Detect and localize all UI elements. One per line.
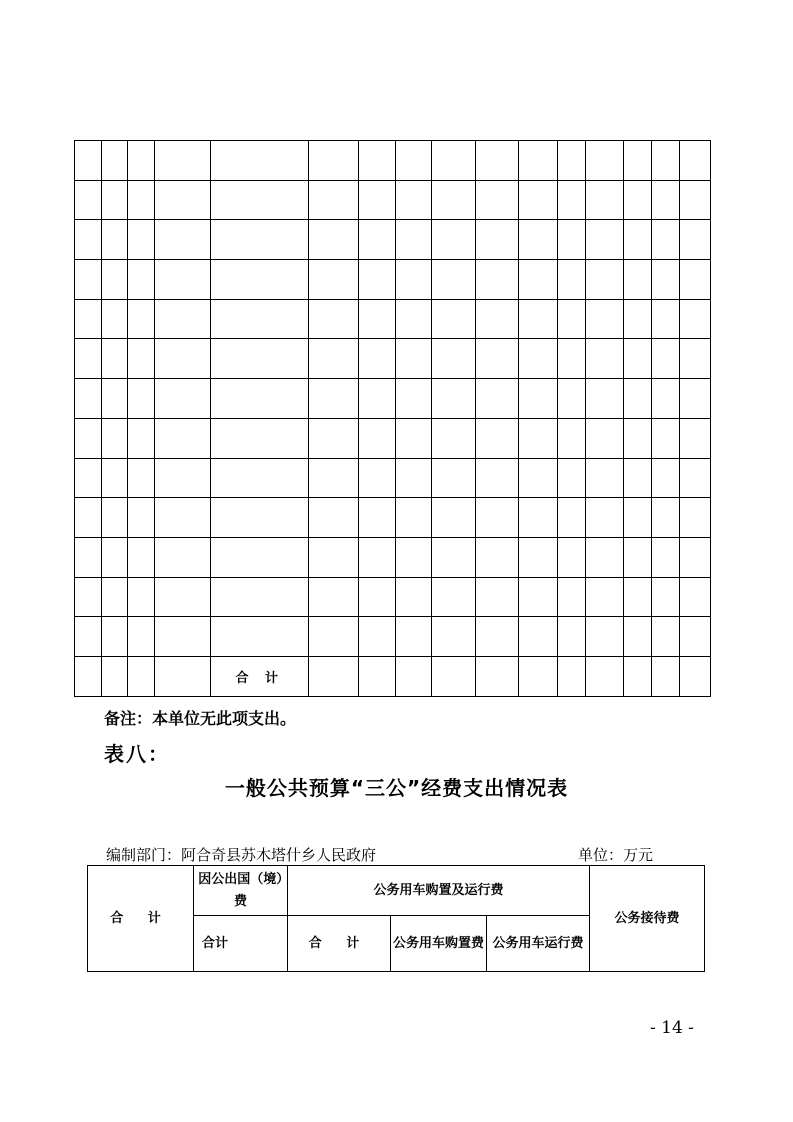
- table-cell: [155, 260, 211, 300]
- table-cell: [518, 418, 557, 458]
- table-cell: [359, 418, 396, 458]
- table-cell: [102, 379, 128, 419]
- table-cell: [623, 617, 651, 657]
- table-cell: [359, 141, 396, 181]
- table-cell: [359, 180, 396, 220]
- table-cell: [679, 617, 710, 657]
- table-row: [75, 379, 711, 419]
- table-row: [75, 458, 711, 498]
- table-cell: [651, 577, 679, 617]
- table-cell: [651, 379, 679, 419]
- table-cell: [211, 617, 309, 657]
- header-total: 合 计: [88, 866, 194, 972]
- table-cell: [432, 260, 475, 300]
- table-cell: [309, 141, 359, 181]
- table-cell: [518, 656, 557, 696]
- table-cell: [75, 458, 102, 498]
- table-cell: [679, 339, 710, 379]
- table-cell: [432, 339, 475, 379]
- table-cell: [155, 339, 211, 379]
- table-cell: [102, 656, 128, 696]
- table-cell: [557, 180, 585, 220]
- table-cell: [155, 299, 211, 339]
- table-cell: [585, 498, 623, 538]
- table-cell: [518, 220, 557, 260]
- table-cell: [102, 617, 128, 657]
- table-cell: [155, 141, 211, 181]
- table-cell: [309, 260, 359, 300]
- table-cell: [155, 656, 211, 696]
- table-row: [75, 180, 711, 220]
- table-cell: [396, 180, 432, 220]
- table-cell: [651, 299, 679, 339]
- table-cell: [155, 418, 211, 458]
- table-cell: [396, 260, 432, 300]
- table-cell: [309, 537, 359, 577]
- table-cell: [211, 339, 309, 379]
- table-cell: [679, 656, 710, 696]
- table-cell: [475, 537, 518, 577]
- table-cell: [585, 537, 623, 577]
- table-cell: [518, 617, 557, 657]
- table-cell: [102, 537, 128, 577]
- table-cell: [211, 458, 309, 498]
- table-cell: [557, 379, 585, 419]
- table-cell: [309, 299, 359, 339]
- table-cell: [432, 617, 475, 657]
- table-cell: [623, 180, 651, 220]
- table-cell: [309, 418, 359, 458]
- table-cell: [102, 180, 128, 220]
- table-cell: [211, 260, 309, 300]
- table-cell: [396, 379, 432, 419]
- table-cell: [475, 299, 518, 339]
- table-cell: [557, 656, 585, 696]
- table-cell: [309, 220, 359, 260]
- table-cell: [557, 617, 585, 657]
- table-cell: [128, 656, 155, 696]
- table-cell: [475, 498, 518, 538]
- table-title: 一般公共预算“三公”经费支出情况表: [224, 776, 569, 800]
- table-cell: [75, 299, 102, 339]
- table-cell: [651, 141, 679, 181]
- table-cell: [211, 418, 309, 458]
- table-cell: [396, 299, 432, 339]
- table-cell: [309, 498, 359, 538]
- table-cell: [359, 537, 396, 577]
- table-cell: [432, 458, 475, 498]
- table-cell: [75, 617, 102, 657]
- table-cell: [518, 498, 557, 538]
- table-cell: [679, 299, 710, 339]
- table-cell: [679, 498, 710, 538]
- table-cell: [155, 458, 211, 498]
- table-cell: [396, 141, 432, 181]
- table-cell: [679, 141, 710, 181]
- table-cell: [211, 577, 309, 617]
- table-cell: [128, 220, 155, 260]
- table-cell: [211, 299, 309, 339]
- table-cell: [518, 458, 557, 498]
- table-cell: [75, 498, 102, 538]
- table-cell: [75, 577, 102, 617]
- table-cell: [623, 220, 651, 260]
- table-cell: [102, 339, 128, 379]
- table-cell: [128, 577, 155, 617]
- table-cell: [557, 141, 585, 181]
- table-cell: [651, 617, 679, 657]
- table-cell: [396, 656, 432, 696]
- table-cell: [679, 180, 710, 220]
- table-cell: [396, 537, 432, 577]
- table-cell: [623, 379, 651, 419]
- table-cell: [557, 339, 585, 379]
- table-cell: [211, 379, 309, 419]
- table-cell: [585, 418, 623, 458]
- table-cell: [102, 299, 128, 339]
- table-cell: [557, 418, 585, 458]
- table-cell: [475, 617, 518, 657]
- table-cell: [309, 617, 359, 657]
- table-cell: [359, 260, 396, 300]
- table-cell: [432, 577, 475, 617]
- table-cell: [651, 656, 679, 696]
- table-cell: [432, 379, 475, 419]
- table-row: [75, 299, 711, 339]
- table-cell: [518, 299, 557, 339]
- table-cell: [359, 577, 396, 617]
- table-cell: [128, 180, 155, 220]
- table-cell: [557, 458, 585, 498]
- table-cell: [128, 418, 155, 458]
- table-cell: [75, 656, 102, 696]
- table-cell: [518, 141, 557, 181]
- table-cell: [518, 260, 557, 300]
- table-cell: [102, 260, 128, 300]
- table-row: [75, 220, 711, 260]
- header-vehicle-subtotal: 合 计: [288, 916, 391, 972]
- table-cell: [475, 577, 518, 617]
- table-cell: [651, 498, 679, 538]
- table-cell: [309, 339, 359, 379]
- table-cell: [679, 577, 710, 617]
- total-row-label: 合 计: [211, 656, 309, 696]
- table-cell: [396, 577, 432, 617]
- table-row: [75, 339, 711, 379]
- table-cell: [623, 141, 651, 181]
- table-cell: [679, 220, 710, 260]
- table-cell: [432, 498, 475, 538]
- table-cell: [75, 418, 102, 458]
- table-cell: [651, 180, 679, 220]
- table-row: [75, 141, 711, 181]
- table-cell: [102, 577, 128, 617]
- table-cell: [623, 577, 651, 617]
- compiling-department: 编制部门：阿合奇县苏木塔什乡人民政府: [106, 846, 377, 864]
- table-cell: [679, 379, 710, 419]
- table-cell: [102, 220, 128, 260]
- table-cell: [518, 379, 557, 419]
- table-cell: [651, 418, 679, 458]
- table-cell: [359, 379, 396, 419]
- table-cell: [475, 379, 518, 419]
- three-public-expenses-table: [87, 865, 705, 972]
- table-cell: [651, 220, 679, 260]
- table-row: [75, 577, 711, 617]
- table-row: [75, 418, 711, 458]
- table-cell: [155, 537, 211, 577]
- table-cell: [155, 617, 211, 657]
- table-cell: [585, 339, 623, 379]
- table-cell: [75, 220, 102, 260]
- remark-text: 备注：本单位无此项支出。: [104, 709, 297, 728]
- table-cell: [102, 498, 128, 538]
- header-vehicle-operation: 公务用车运行费: [487, 916, 590, 972]
- table-cell: [679, 458, 710, 498]
- table-cell: [518, 537, 557, 577]
- table-cell: [585, 180, 623, 220]
- table-cell: [211, 180, 309, 220]
- table-cell: [75, 180, 102, 220]
- table-cell: [518, 180, 557, 220]
- table-cell: [475, 141, 518, 181]
- unit-label: 单位：万元: [578, 846, 654, 864]
- table-cell: [651, 260, 679, 300]
- table-cell: [432, 141, 475, 181]
- table-cell: [651, 458, 679, 498]
- table-cell: [75, 260, 102, 300]
- page-number: - 14 -: [650, 1018, 694, 1038]
- table-cell: [309, 458, 359, 498]
- table-cell: [309, 379, 359, 419]
- table-cell: [128, 339, 155, 379]
- table-cell: [75, 141, 102, 181]
- table-cell: [75, 537, 102, 577]
- table-cell: [155, 577, 211, 617]
- table-cell: [75, 379, 102, 419]
- table-cell: [475, 260, 518, 300]
- table-cell: [475, 458, 518, 498]
- table-cell: [128, 141, 155, 181]
- header-overseas-expense: 因公出国（境）费: [194, 866, 288, 916]
- table-cell: [211, 498, 309, 538]
- table-cell: [396, 458, 432, 498]
- table-cell: [475, 656, 518, 696]
- table-cell: [651, 339, 679, 379]
- table-cell: [309, 180, 359, 220]
- table-cell: [432, 180, 475, 220]
- table-cell: [679, 537, 710, 577]
- table-cell: [623, 299, 651, 339]
- table-cell: [155, 379, 211, 419]
- table-cell: [102, 458, 128, 498]
- table-cell: [518, 339, 557, 379]
- table-cell: [396, 498, 432, 538]
- table-cell: [557, 498, 585, 538]
- table-cell: [432, 537, 475, 577]
- table-cell: [585, 141, 623, 181]
- table-cell: [679, 260, 710, 300]
- table-cell: [359, 299, 396, 339]
- table-cell: [75, 339, 102, 379]
- table-cell: [623, 656, 651, 696]
- table-cell: [128, 498, 155, 538]
- header-overseas-subtotal: 合计: [194, 916, 288, 972]
- table-cell: [396, 220, 432, 260]
- table-cell: [585, 458, 623, 498]
- table-cell: [475, 180, 518, 220]
- table-cell: [359, 339, 396, 379]
- table-cell: [623, 339, 651, 379]
- table-cell: [623, 537, 651, 577]
- table-cell: [585, 656, 623, 696]
- table-cell: [309, 656, 359, 696]
- header-vehicle-purchase: 公务用车购置费: [391, 916, 487, 972]
- table-cell: [557, 260, 585, 300]
- table-cell: [211, 141, 309, 181]
- table-cell: [155, 498, 211, 538]
- table-cell: [623, 418, 651, 458]
- table-cell: [623, 458, 651, 498]
- table-cell: [128, 260, 155, 300]
- table-row: [75, 656, 711, 696]
- table-cell: [155, 220, 211, 260]
- table-cell: [585, 617, 623, 657]
- table-cell: [475, 339, 518, 379]
- table-cell: [432, 656, 475, 696]
- table-number: 表八：: [104, 742, 170, 766]
- table-row: [75, 617, 711, 657]
- table-row: [75, 537, 711, 577]
- upper-expenditure-table: [74, 140, 711, 697]
- table-cell: [359, 656, 396, 696]
- table-row: [75, 498, 711, 538]
- table-cell: [102, 141, 128, 181]
- table-cell: [679, 418, 710, 458]
- table-cell: [102, 418, 128, 458]
- table-cell: [432, 220, 475, 260]
- table-cell: [128, 379, 155, 419]
- table-row: [75, 260, 711, 300]
- table-cell: [623, 260, 651, 300]
- table-cell: [557, 299, 585, 339]
- table-cell: [651, 537, 679, 577]
- table-cell: [518, 577, 557, 617]
- header-vehicle-expense: 公务用车购置及运行费: [288, 866, 590, 916]
- table-cell: [359, 498, 396, 538]
- table-cell: [557, 577, 585, 617]
- table-cell: [557, 537, 585, 577]
- table-cell: [585, 299, 623, 339]
- table-cell: [359, 617, 396, 657]
- table-cell: [557, 220, 585, 260]
- table-cell: [128, 617, 155, 657]
- table-cell: [585, 220, 623, 260]
- table-cell: [475, 220, 518, 260]
- table-cell: [475, 418, 518, 458]
- table-cell: [432, 299, 475, 339]
- table-cell: [396, 617, 432, 657]
- table-cell: [359, 458, 396, 498]
- table-cell: [211, 220, 309, 260]
- table-cell: [309, 577, 359, 617]
- table-cell: [585, 577, 623, 617]
- table-cell: [128, 458, 155, 498]
- table-cell: [211, 537, 309, 577]
- table-cell: [359, 220, 396, 260]
- table-cell: [396, 339, 432, 379]
- header-reception-expense: 公务接待费: [590, 866, 705, 972]
- table-cell: [128, 537, 155, 577]
- table-cell: [128, 299, 155, 339]
- table-cell: [432, 418, 475, 458]
- table-cell: [155, 180, 211, 220]
- table-cell: [585, 379, 623, 419]
- table-cell: [585, 260, 623, 300]
- table-cell: [623, 498, 651, 538]
- table-cell: [396, 418, 432, 458]
